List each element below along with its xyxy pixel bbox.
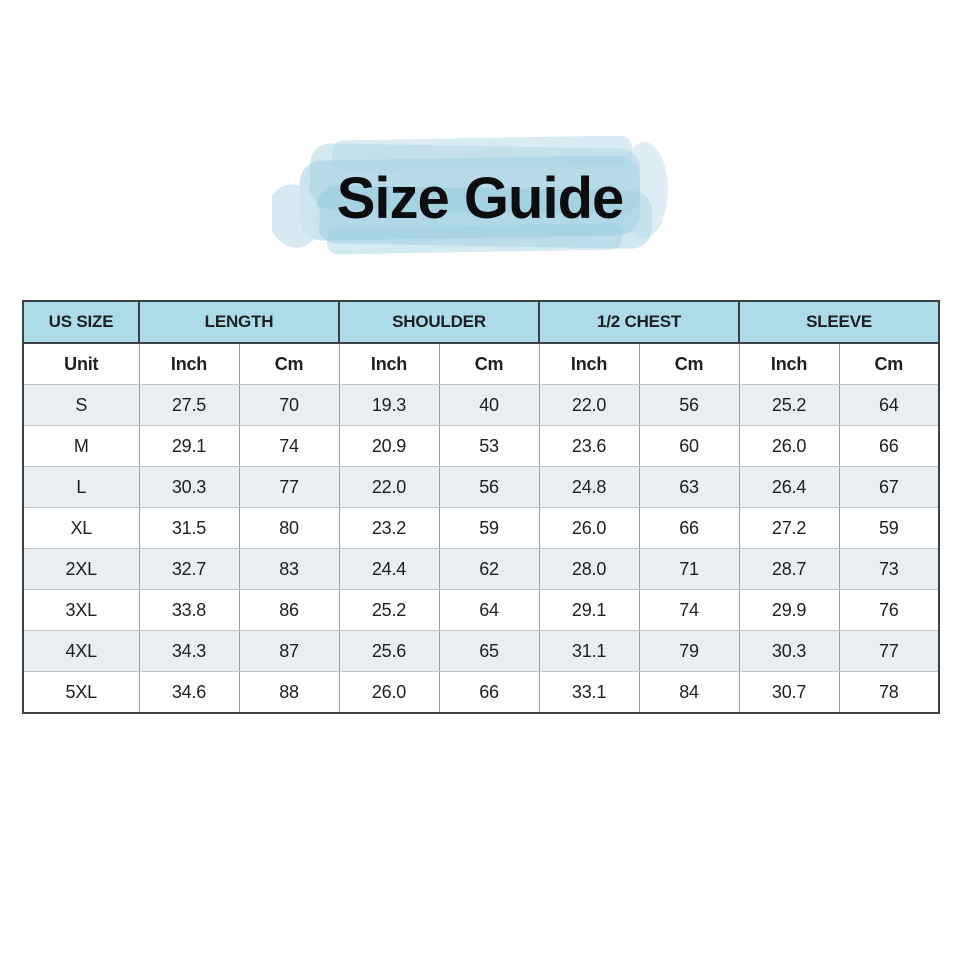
value-cell: 33.1 bbox=[539, 672, 639, 714]
value-cell: 28.7 bbox=[739, 549, 839, 590]
value-cell: 56 bbox=[439, 467, 539, 508]
value-cell: 26.4 bbox=[739, 467, 839, 508]
value-cell: 29.9 bbox=[739, 590, 839, 631]
value-cell: 31.1 bbox=[539, 631, 639, 672]
size-cell: XL bbox=[23, 508, 139, 549]
value-cell: 86 bbox=[239, 590, 339, 631]
table-body bbox=[23, 385, 939, 714]
value-cell: 29.1 bbox=[539, 590, 639, 631]
value-cell: 25.2 bbox=[339, 590, 439, 631]
value-cell: 79 bbox=[639, 631, 739, 672]
size-guide-table bbox=[22, 300, 940, 714]
value-cell: 40 bbox=[439, 385, 539, 426]
unit-cell: Inch bbox=[739, 343, 839, 385]
size-cell: S bbox=[23, 385, 139, 426]
value-cell: 26.0 bbox=[739, 426, 839, 467]
value-cell: 77 bbox=[839, 631, 939, 672]
value-cell: 26.0 bbox=[339, 672, 439, 714]
value-cell: 65 bbox=[439, 631, 539, 672]
size-cell: L bbox=[23, 467, 139, 508]
size-cell: M bbox=[23, 426, 139, 467]
table-row bbox=[23, 467, 939, 508]
value-cell: 20.9 bbox=[339, 426, 439, 467]
unit-cell: Inch bbox=[539, 343, 639, 385]
value-cell: 62 bbox=[439, 549, 539, 590]
value-cell: 64 bbox=[839, 385, 939, 426]
unit-cell: Cm bbox=[639, 343, 739, 385]
unit-cell: Cm bbox=[239, 343, 339, 385]
value-cell: 66 bbox=[639, 508, 739, 549]
value-cell: 66 bbox=[839, 426, 939, 467]
value-cell: 73 bbox=[839, 549, 939, 590]
unit-cell: Inch bbox=[139, 343, 239, 385]
table-row bbox=[23, 631, 939, 672]
value-cell: 70 bbox=[239, 385, 339, 426]
value-cell: 74 bbox=[639, 590, 739, 631]
table-row bbox=[23, 508, 939, 549]
size-cell: 4XL bbox=[23, 631, 139, 672]
table-row bbox=[23, 426, 939, 467]
value-cell: 23.6 bbox=[539, 426, 639, 467]
value-cell: 77 bbox=[239, 467, 339, 508]
value-cell: 63 bbox=[639, 467, 739, 508]
value-cell: 30.3 bbox=[139, 467, 239, 508]
value-cell: 29.1 bbox=[139, 426, 239, 467]
value-cell: 30.3 bbox=[739, 631, 839, 672]
value-cell: 71 bbox=[639, 549, 739, 590]
unit-cell: Inch bbox=[339, 343, 439, 385]
value-cell: 80 bbox=[239, 508, 339, 549]
value-cell: 26.0 bbox=[539, 508, 639, 549]
value-cell: 31.5 bbox=[139, 508, 239, 549]
size-cell: 2XL bbox=[23, 549, 139, 590]
value-cell: 22.0 bbox=[539, 385, 639, 426]
unit-cell: Cm bbox=[439, 343, 539, 385]
value-cell: 64 bbox=[439, 590, 539, 631]
value-cell: 83 bbox=[239, 549, 339, 590]
group-header-cell: 1/2 CHEST bbox=[539, 301, 739, 343]
table-row bbox=[23, 590, 939, 631]
value-cell: 53 bbox=[439, 426, 539, 467]
title-block bbox=[0, 128, 960, 268]
value-cell: 24.8 bbox=[539, 467, 639, 508]
value-cell: 60 bbox=[639, 426, 739, 467]
value-cell: 27.2 bbox=[739, 508, 839, 549]
value-cell: 33.8 bbox=[139, 590, 239, 631]
value-cell: 78 bbox=[839, 672, 939, 714]
unit-cell: Unit bbox=[23, 343, 139, 385]
group-header-cell: SHOULDER bbox=[339, 301, 539, 343]
value-cell: 34.3 bbox=[139, 631, 239, 672]
value-cell: 76 bbox=[839, 590, 939, 631]
group-header-cell: US SIZE bbox=[23, 301, 139, 343]
group-header-cell: SLEEVE bbox=[739, 301, 939, 343]
value-cell: 28.0 bbox=[539, 549, 639, 590]
value-cell: 30.7 bbox=[739, 672, 839, 714]
table-row bbox=[23, 549, 939, 590]
group-header-row bbox=[23, 301, 939, 343]
value-cell: 66 bbox=[439, 672, 539, 714]
unit-cell: Cm bbox=[839, 343, 939, 385]
value-cell: 25.2 bbox=[739, 385, 839, 426]
value-cell: 56 bbox=[639, 385, 739, 426]
value-cell: 88 bbox=[239, 672, 339, 714]
page-title: Size Guide bbox=[336, 165, 624, 231]
table-row bbox=[23, 385, 939, 426]
size-cell: 3XL bbox=[23, 590, 139, 631]
size-cell: 5XL bbox=[23, 672, 139, 714]
value-cell: 25.6 bbox=[339, 631, 439, 672]
value-cell: 23.2 bbox=[339, 508, 439, 549]
value-cell: 19.3 bbox=[339, 385, 439, 426]
table-row bbox=[23, 672, 939, 714]
value-cell: 59 bbox=[839, 508, 939, 549]
group-header-cell: LENGTH bbox=[139, 301, 339, 343]
value-cell: 34.6 bbox=[139, 672, 239, 714]
value-cell: 24.4 bbox=[339, 549, 439, 590]
value-cell: 32.7 bbox=[139, 549, 239, 590]
table-head bbox=[23, 301, 939, 385]
value-cell: 87 bbox=[239, 631, 339, 672]
value-cell: 22.0 bbox=[339, 467, 439, 508]
unit-row bbox=[23, 343, 939, 385]
value-cell: 67 bbox=[839, 467, 939, 508]
value-cell: 84 bbox=[639, 672, 739, 714]
value-cell: 27.5 bbox=[139, 385, 239, 426]
value-cell: 59 bbox=[439, 508, 539, 549]
value-cell: 74 bbox=[239, 426, 339, 467]
